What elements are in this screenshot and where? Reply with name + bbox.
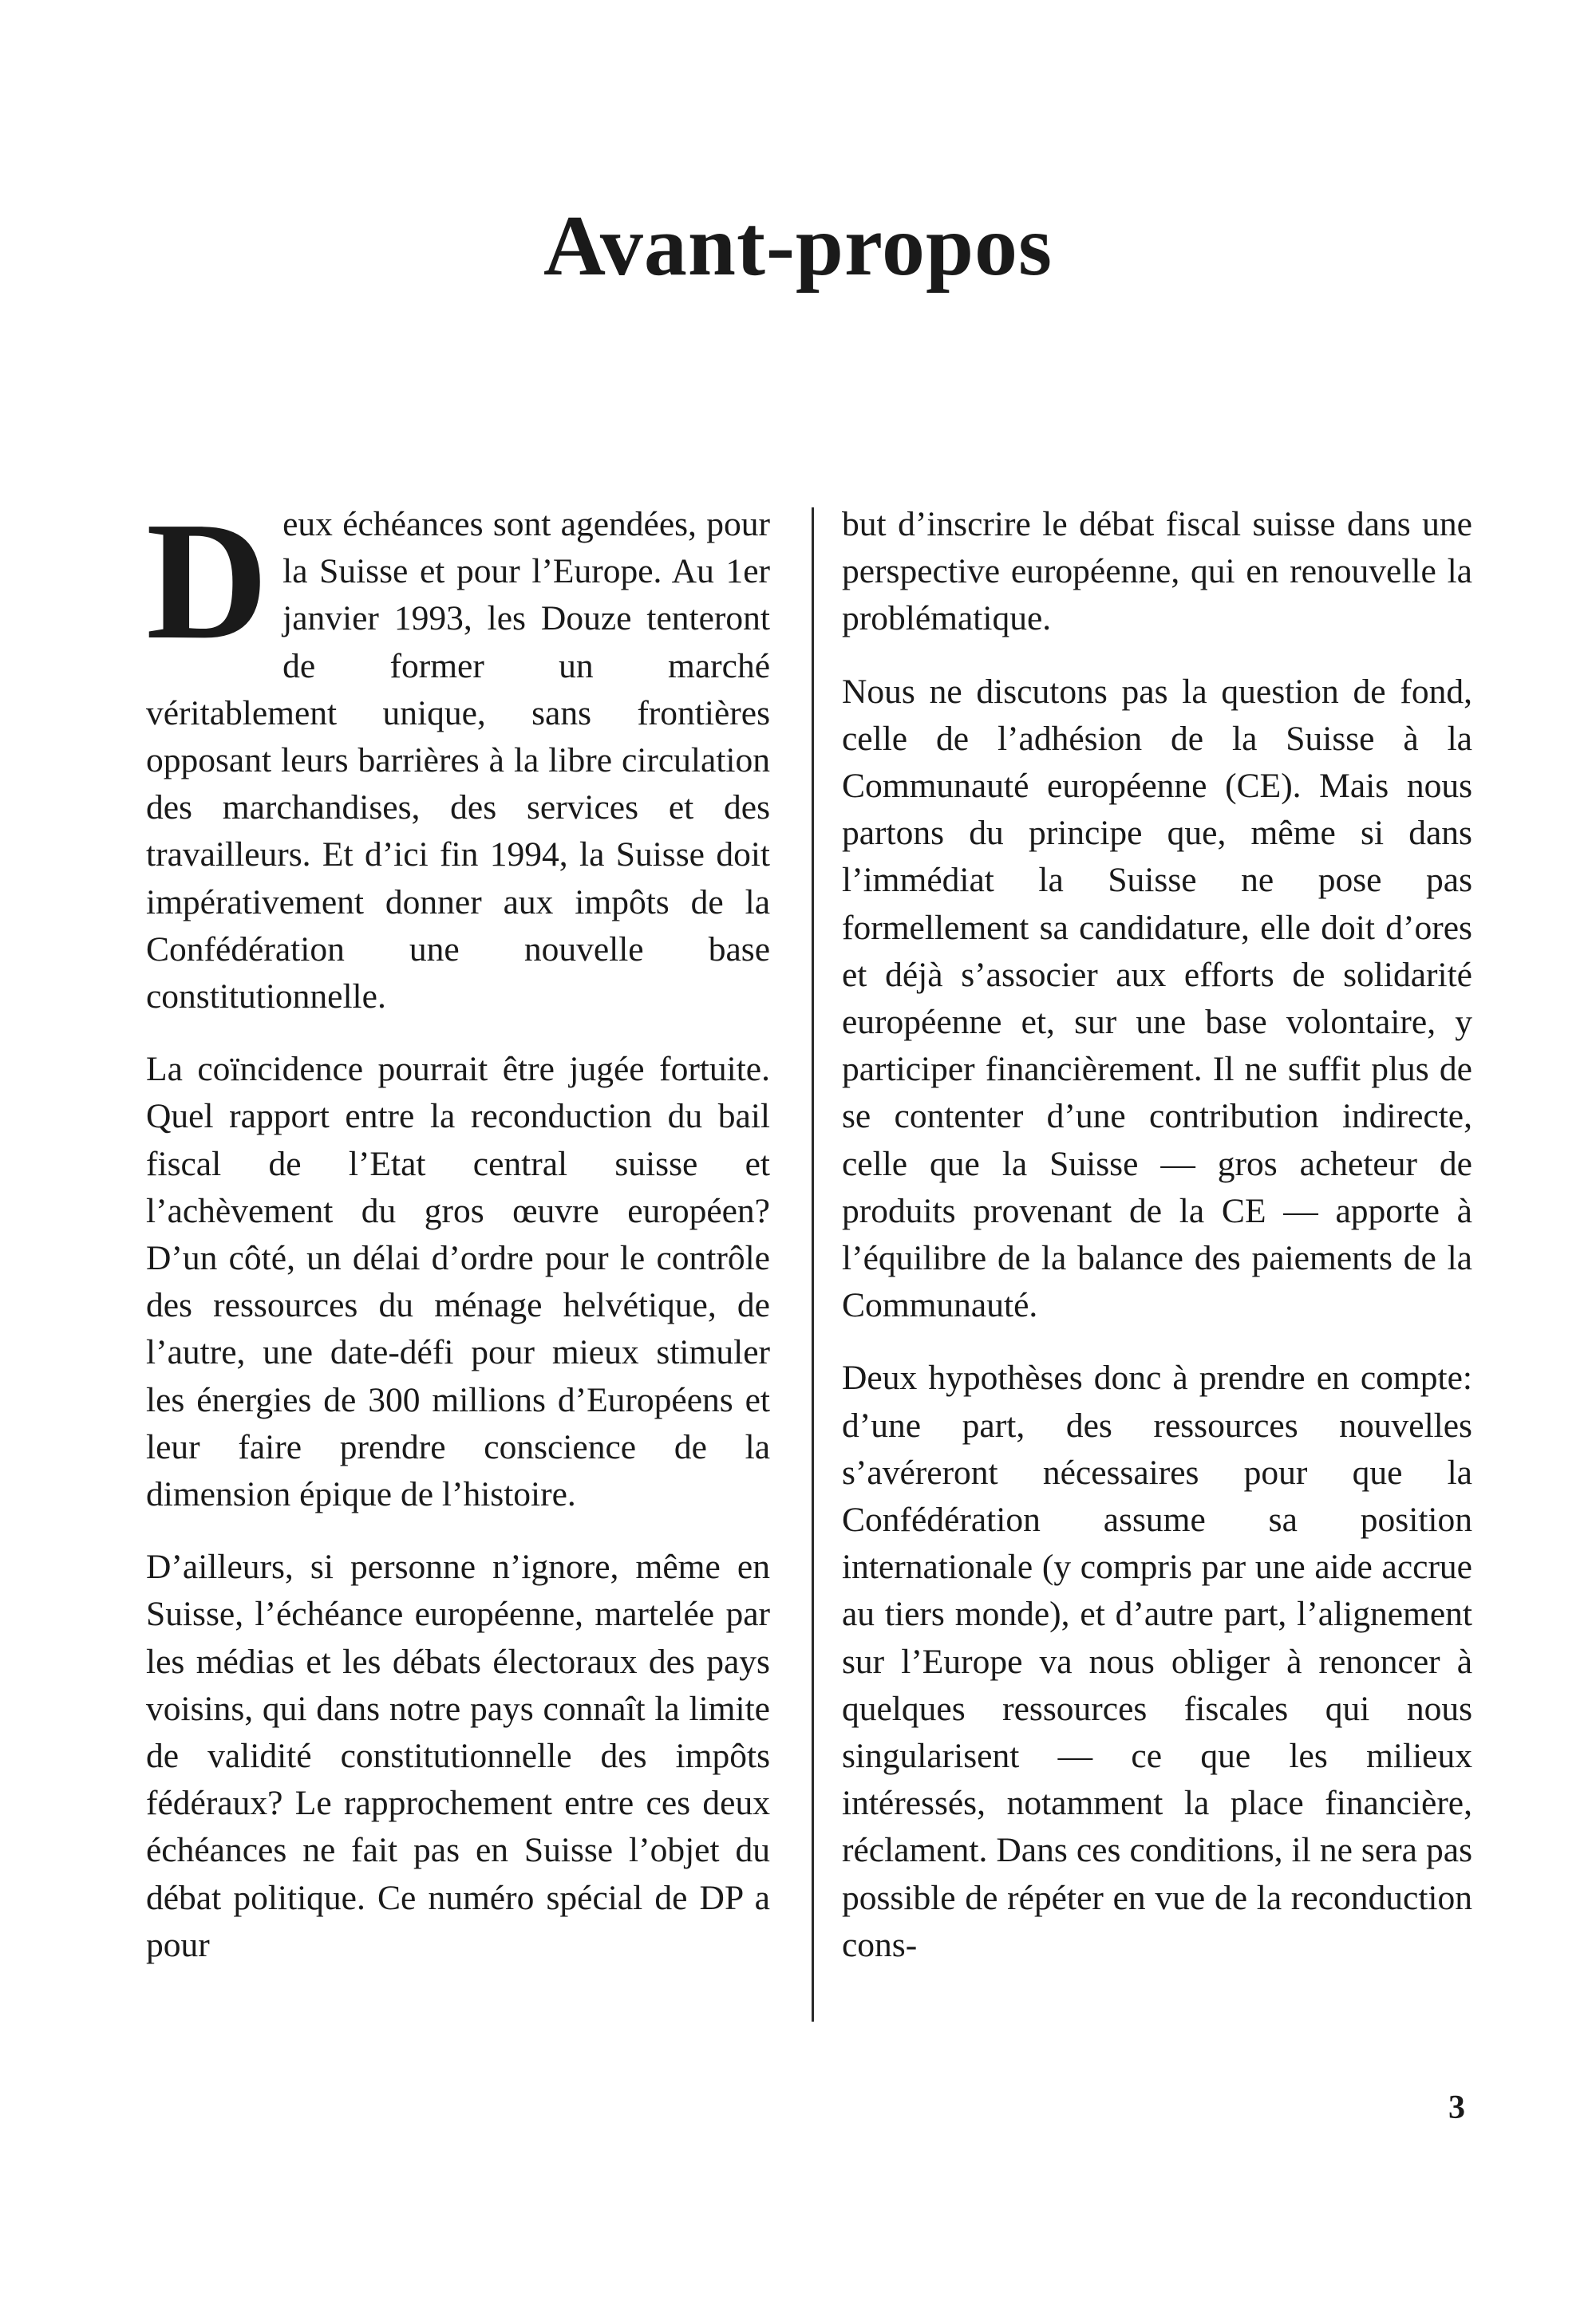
paragraph-4: but d’inscrire le débat fiscal suisse dans une perspective européenne, qui en renouvelle la problématique. [842, 505, 1472, 638]
paragraph-5: Nous ne discutons pas la question de fond, celle de l’adhésion de la Suisse à la Communauté européenne (CE). Mais nous partons du principe que, même si dans l’immédiat la Suisse ne pose pas formellement sa candidature, elle doit d’ores et déjà s’associer aux efforts de solidarité européenne et, sur une base volontaire, y participer financièrement. Il ne suffit plus de se contenter d’une contribution indirecte, celle que la Suisse — gros acheteur de produits provenant de la CE — apporte à l’équilibre de la balance des paiements de la Communauté. [842, 672, 1472, 1325]
page-title: Avant-propos [543, 199, 1053, 294]
paragraph-3: D’ailleurs, si personne n’ignore, même en Suisse, l’échéance européenne, martelée par les médias et les débats électoraux des pays voisins, qui dans notre pays connaît la limite de validité constitutionnelle des impôts fédéraux? Le rapprochement entre ces deux échéances ne fait pas en Suisse l’objet du débat politique. Ce numéro spécial de DP a pour [146, 1548, 770, 1964]
paragraph-6: Deux hypothèses donc à prendre en compte: d’une part, des ressources nouvelles s’avéreront nécessaires pour que la Confédération assume sa position internationale (y compris par une aide accrue au tiers monde), et d’autre part, l’alignement sur l’Europe va nous obliger à renoncer à quelques ressources fiscales qui nous singularisent — ce que les milieux intéressés, notamment la place financière, réclament. Dans ces conditions, il ne sera pas possible de répéter en vue de la reconduction cons- [842, 1359, 1472, 1964]
paragraph-1 [146, 487, 770, 1020]
left-column [146, 487, 770, 1995]
page-number: 3 [1448, 2089, 1465, 2126]
paragraph-2: La coïncidence pourrait être jugée fortuite. Quel rapport entre la reconduction du bail fiscal de l’Etat central suisse et l’achèvement du gros œuvre européen? D’un côté, un délai d’ordre pour le contrôle des ressources du ménage helvétique, de l’autre, une date-défi pour mieux stimuler les énergies de 300 millions d’Européens et leur faire prendre conscience de la dimension épique de l’histoire. [146, 1050, 770, 1514]
paragraph-1-text: eux échéances sont agendées, pour la Suisse et pour l’Europe. Au 1er janvier 1993, les Douze tenteront de former un marché véritablement unique, sans frontières opposant leurs barrières à la libre circulation des marchandises, des services et des travailleurs. Et d’ici fin 1994, la Suisse doit impérativement donner aux impôts de la Confédération une nouvelle base constitutionnelle. [146, 505, 770, 1016]
drop-cap: D [146, 487, 269, 674]
right-column [842, 501, 1472, 1995]
column-divider [812, 507, 814, 2022]
